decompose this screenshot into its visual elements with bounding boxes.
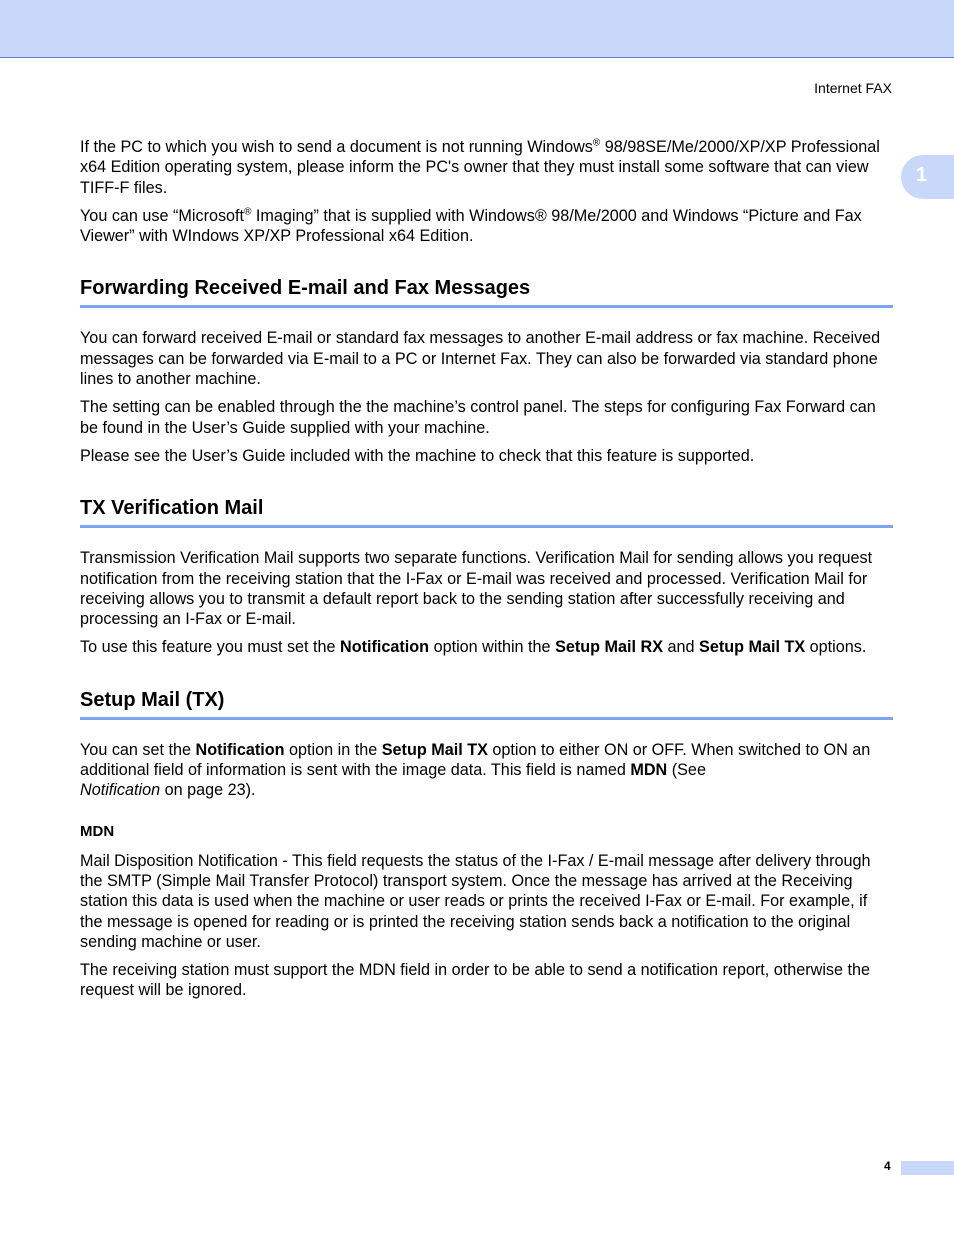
setup-mail-tx-paragraph-1	[80, 740, 893, 801]
footer-band	[901, 1161, 954, 1175]
text-run: options.	[805, 638, 867, 657]
mdn-paragraph-2: The receiving station must support the MDN field in order to be able to send a notification report, otherwise the request will be ignored.	[80, 961, 871, 1000]
mdn-paragraph-1: Mail Disposition Notification - This field requests the status of the I-Fax / E-mail message after delivery through the SMTP (Simple Mail Transfer Protocol) transport system. Once the message has arrived at the Receiving station this data is used when the machine or user reads or prints the received I-Fax or E-mail. For example, if the message is opened for reading or is printed the receiving station sends back a notification to the original sending machine or user.	[80, 851, 871, 951]
section-heading-tx-verification: TX Verification Mail	[80, 496, 893, 528]
forwarding-paragraph-1: You can forward received E-mail or standard fax messages to another E-mail address or fax machine. Received messages can be forwarded via E-mail to a PC or Internet Fax. They can also be forwarded via standard phone lines to another machine.	[80, 329, 881, 389]
text-run: You can set the	[80, 740, 196, 759]
spacer	[80, 254, 893, 276]
intro-paragraph-1	[80, 137, 893, 198]
bold-term-setup-mail-tx: Setup Mail TX	[699, 638, 806, 657]
tx-verification-paragraph-1: Transmission Verification Mail supports two separate functions. Verification Mail for sending allows you request notification from the receiving station that the I-Fax or E-mail was received and processed. Verification Mail for receiving allows you to transmit a default report back to the sending station after successfully receiving and processing an I-Fax or E-mail.	[80, 549, 873, 629]
registered-mark: ®	[592, 137, 601, 149]
page-content	[80, 137, 893, 1009]
bold-term-notification: Notification	[195, 740, 285, 759]
section-heading-setup-mail-tx: Setup Mail (TX)	[80, 688, 893, 720]
chapter-tab	[901, 155, 954, 199]
notification-link[interactable]: Notification	[80, 781, 161, 800]
text-run: Imaging” that is supplied with Windows® 98/Me/2000 and Windows “Picture and Fax Viewer” with WIndows XP/XP Professional x64 Edition.	[80, 206, 862, 246]
registered-mark: ®	[244, 206, 252, 218]
text-run: You can use “Microsoft	[80, 206, 245, 225]
text-run: If the PC to which you wish to send a document is not running Windows	[80, 138, 593, 156]
bold-term-mdn: MDN	[630, 761, 668, 780]
bold-term-setup-mail-rx: Setup Mail RX	[555, 638, 663, 657]
bold-term-notification: Notification	[340, 638, 430, 657]
text-run: option within the	[429, 638, 556, 657]
forwarding-paragraph-2: The setting can be enabled through the the machine’s control panel. The steps for configuring Fax Forward can be found in the User’s Guide supplied with your machine.	[80, 398, 876, 437]
text-run: and	[663, 638, 700, 657]
forwarding-paragraph-3: Please see the User’s Guide included with the machine to check that this feature is supported.	[80, 446, 755, 465]
text-run: on page 23).	[160, 781, 256, 800]
page-number: 4	[884, 1159, 891, 1173]
text-run: option in the	[284, 740, 382, 759]
running-title: Internet FAX	[814, 80, 892, 96]
text-run: option to either ON or OFF. When switched to ON an additional field of information is sent with the image data. This field is named	[80, 740, 871, 780]
spacer	[80, 474, 893, 496]
text-run: To use this feature you must set the	[80, 638, 341, 657]
chapter-number: 1	[916, 164, 928, 186]
bold-term-setup-mail-tx: Setup Mail TX	[381, 740, 488, 759]
tx-verification-paragraph-2	[80, 637, 893, 657]
section-heading-forwarding: Forwarding Received E-mail and Fax Messages	[80, 276, 893, 308]
spacer	[80, 809, 893, 823]
spacer	[80, 666, 893, 688]
text-run: 98/98SE/Me/2000/XP/XP Professional x64 Edition operating system, please inform the PC's owner that they must install some software that can view TIFF-F files.	[80, 138, 880, 197]
subheading-mdn: MDN	[80, 822, 115, 840]
intro-paragraph-2	[80, 206, 893, 247]
header-band	[0, 0, 954, 58]
text-run: (See	[667, 761, 706, 780]
